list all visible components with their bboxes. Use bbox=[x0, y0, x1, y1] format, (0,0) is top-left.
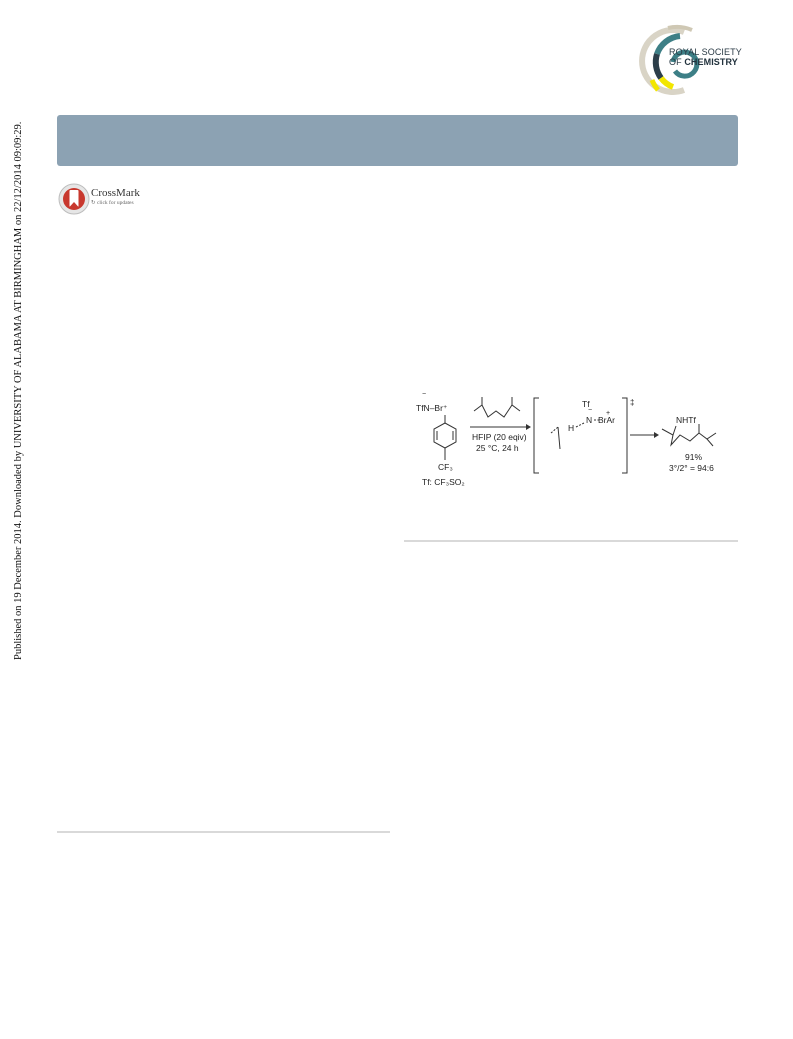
ts-dagger: ‡ bbox=[630, 398, 635, 407]
ts-bracket-right bbox=[622, 398, 627, 473]
yield: 91% bbox=[685, 452, 703, 462]
rsc-line-3: CHEMISTRY bbox=[684, 57, 738, 67]
selectivity: 3°/2° = 94:6 bbox=[669, 463, 714, 473]
ts-minus: − bbox=[588, 407, 593, 414]
conditions-line-2: 25 °C, 24 h bbox=[476, 443, 519, 453]
reaction-scheme bbox=[408, 393, 738, 523]
download-note bbox=[2, 100, 24, 660]
substrate-skeleton bbox=[474, 405, 520, 417]
ts-h: H bbox=[568, 423, 575, 433]
download-note-text: Published on 19 December 2014. Downloaded by UNIVERSITY OF ALABAMA AT BIRMINGHAM on 22/12/2014 09:09:29. bbox=[13, 121, 24, 660]
crossmark-subtitle[interactable]: ↻ click for updates bbox=[91, 200, 134, 206]
ts-tf: Tf bbox=[582, 399, 590, 409]
product-label: NHTf bbox=[676, 415, 696, 425]
footnote-rule bbox=[57, 831, 390, 833]
ts-plus: + bbox=[606, 410, 611, 417]
rsc-line-1: ROYAL SOCIETY bbox=[669, 47, 742, 57]
reagent-label: TfN–Br⁺ bbox=[416, 403, 448, 413]
header-banner bbox=[57, 115, 738, 166]
rsc-wordmark bbox=[669, 47, 742, 67]
ts-bracket-left bbox=[534, 398, 539, 473]
aryl-ring bbox=[434, 415, 456, 460]
crossmark-title[interactable]: CrossMark bbox=[91, 187, 140, 199]
conditions-line-1: HFIP (20 eqiv) bbox=[472, 432, 527, 442]
ts-n: N bbox=[586, 415, 593, 425]
reagent-charge: − bbox=[422, 393, 427, 398]
rsc-line-2: OF bbox=[669, 57, 682, 67]
product-skeleton bbox=[662, 429, 716, 445]
tf-definition: Tf: CF₃SO₂ bbox=[422, 477, 465, 487]
ts-brar: BrAr bbox=[598, 415, 615, 425]
scheme-rule bbox=[404, 540, 738, 542]
cf3-label: CF₃ bbox=[438, 462, 453, 472]
